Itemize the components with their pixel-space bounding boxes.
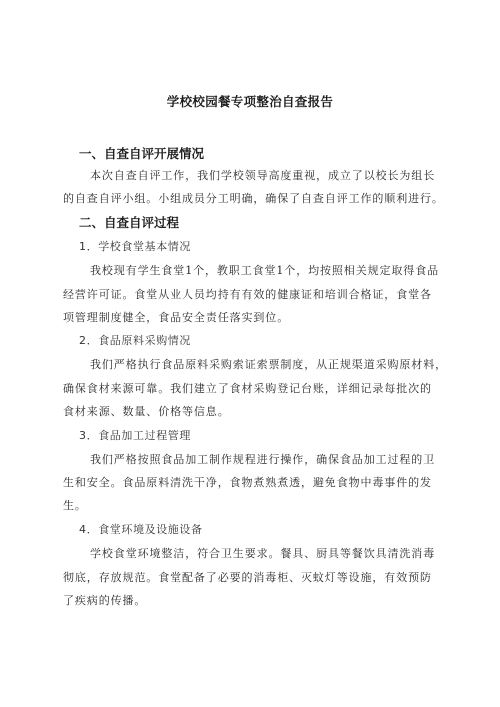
- paragraph-line: 食材来源、数量、价格等信息。: [63, 405, 230, 418]
- paragraph-line: 本次自查自评工作，我们学校领导高度重视，成立了以校长为组长: [90, 169, 436, 182]
- paragraph-line: 彻底，存放规范。食堂配备了必要的消毒柜、灭蚊灯等设施，有效预防: [63, 571, 432, 584]
- subsection-heading-3: 3．食品加工过程管理: [79, 429, 191, 442]
- paragraph-line: 生和安全。食品原料清洗干净，食物煮熟煮透，避免食物中毒事件的发: [63, 476, 432, 489]
- subsection-heading-2: 2．食品原料采购情况: [79, 334, 191, 347]
- document-title: 学校校园餐专项整治自查报告: [166, 94, 334, 109]
- paragraph-line: 项管理制度健全，食品安全责任落实到位。: [63, 311, 290, 324]
- paragraph-line: 生。: [63, 499, 87, 512]
- section-heading-2: 二、自查自评过程: [79, 215, 180, 230]
- paragraph-line: 的自查自评小组。小组成员分工明确，确保了自查自评工作的顺利进行。: [63, 192, 444, 205]
- paragraph-line: 我们严格按照食品加工制作规程进行操作，确保食品加工过程的卫: [90, 453, 436, 466]
- section-heading-1: 一、自查自评开展情况: [79, 146, 205, 161]
- subsection-heading-4: 4．食堂环境及设施设备: [79, 523, 203, 536]
- paragraph-line: 了疾病的传播。: [63, 594, 147, 607]
- paragraph-line: 我校现有学生食堂1个，教职工食堂1个，均按照相关规定取得食品: [90, 264, 439, 277]
- paragraph-line: 我们严格执行食品原料采购索证索票制度，从正规渠道采购原材料，: [90, 358, 447, 371]
- paragraph-line: 确保食材来源可靠。我们建立了食材采购登记台账，详细记录每批次的: [63, 382, 432, 395]
- paragraph-line: 学校食堂环境整洁，符合卫生要求。餐具、厨具等餐饮具清洗消毒: [90, 547, 436, 560]
- paragraph-line: 经营许可证。食堂从业人员均持有有效的健康证和培训合格证，食堂各: [63, 288, 432, 301]
- subsection-heading-1: 1．学校食堂基本情况: [79, 240, 191, 253]
